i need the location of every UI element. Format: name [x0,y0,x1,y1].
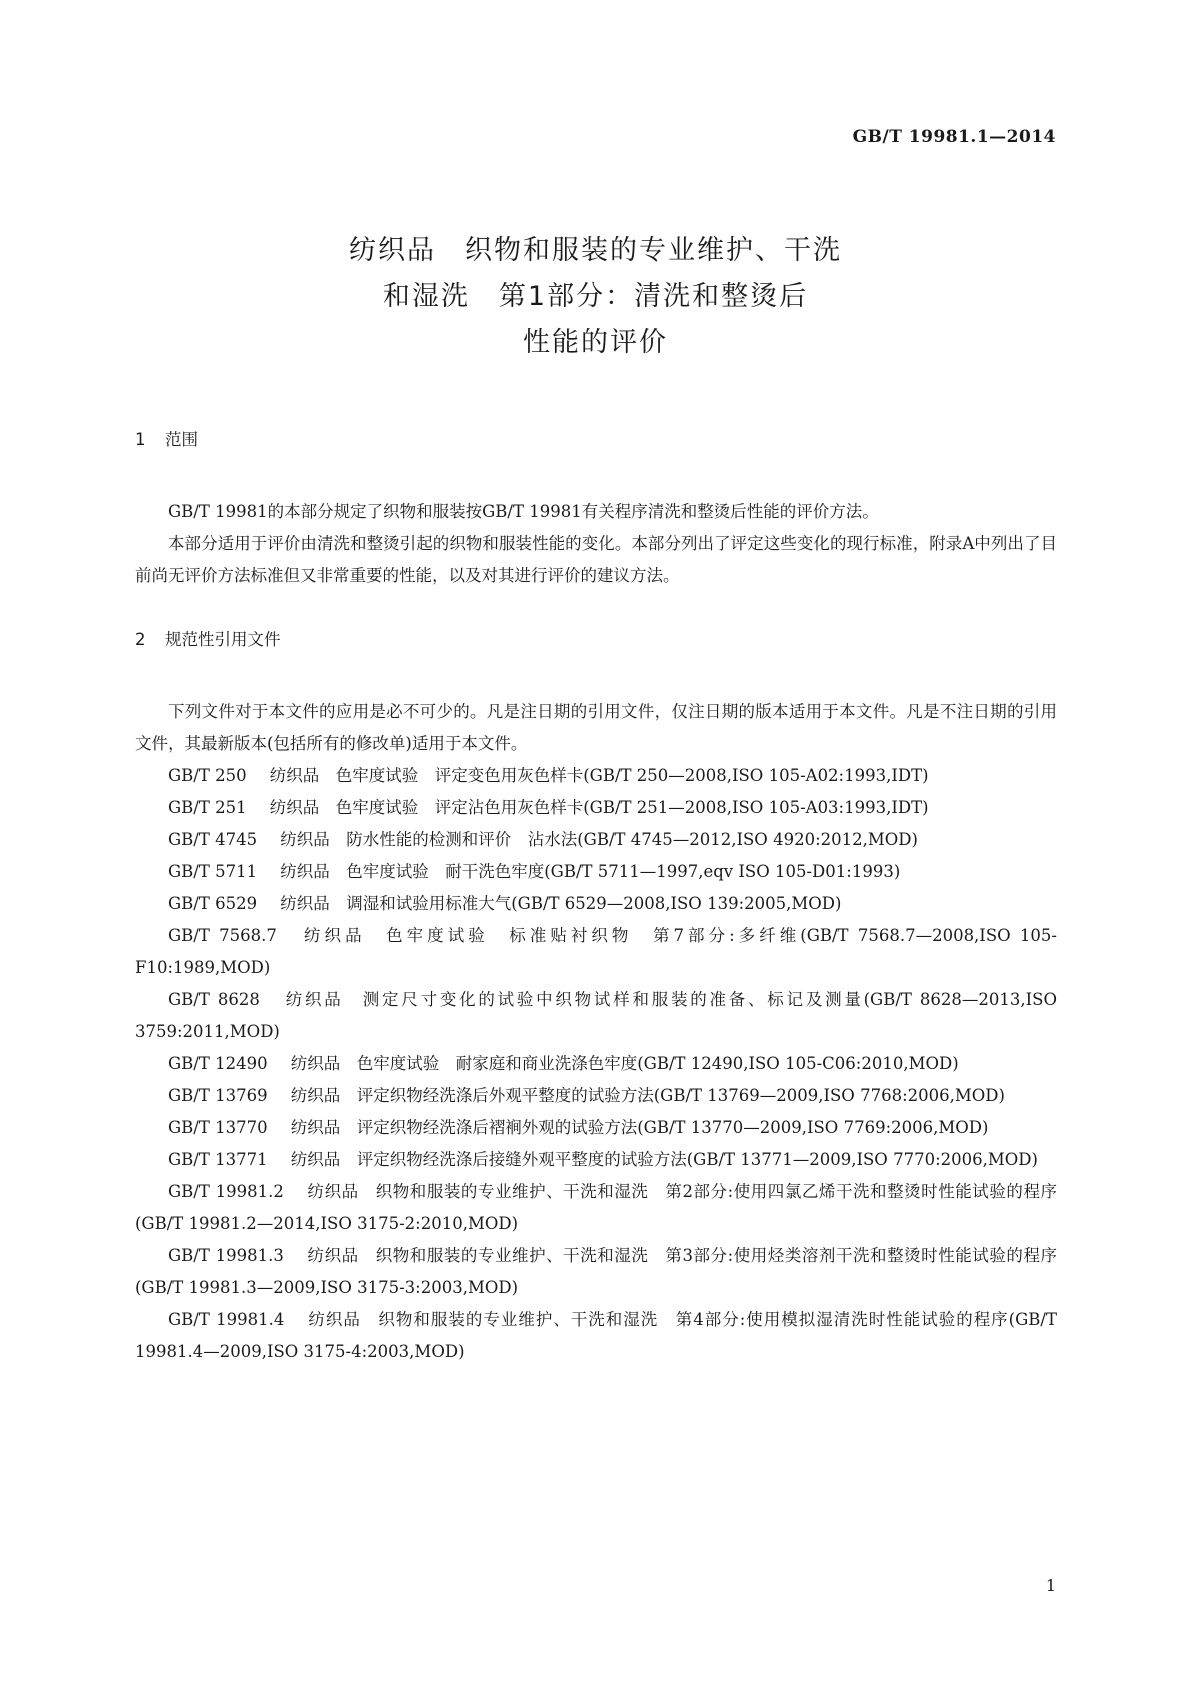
reference-code: GB/T 19981.2 [168,1182,284,1201]
reference-item [135,1240,1057,1304]
reference-text: 纺织品 防水性能的检测和评价 沾水法(GB/T 4745—2012,ISO 4920:2012,MOD) [280,830,918,849]
reference-text: 纺织品 评定织物经洗涤后外观平整度的试验方法(GB/T 13769—2009,ISO 7768:2006,MOD) [290,1086,1005,1105]
reference-code: GB/T 13771 [168,1150,268,1169]
reference-code: GB/T 7568.7 [168,926,277,945]
reference-text: 纺织品 测定尺寸变化的试验中织物试样和服装的准备、标记及测量(GB/T 8628—2013,ISO 3759:2011,MOD) [135,990,1057,1041]
reference-text: 纺织品 色牢度试验 评定变色用灰色样卡(GB/T 250—2008,ISO 105-A02:1993,IDT) [269,766,929,785]
page-number: 1 [1045,1576,1056,1595]
reference-code: GB/T 250 [168,766,247,785]
reference-code: GB/T 13769 [168,1086,268,1105]
reference-text: 纺织品 调湿和试验用标准大气(GB/T 6529—2008,ISO 139:2005,MOD) [280,894,842,913]
reference-item [135,920,1057,984]
reference-text: 纺织品 色牢度试验 耐家庭和商业洗涤色牢度(GB/T 12490,ISO 105-C06:2010,MOD) [290,1054,959,1073]
reference-text: 纺织品 织物和服装的专业维护、干洗和湿洗 第3部分:使用烃类溶剂干洗和整烫时性能试验的程序(GB/T 19981.3—2009,ISO 3175-3:2003,MOD) [135,1246,1057,1297]
scope-paragraph: GB/T 19981的本部分规定了织物和服装按GB/T 19981有关程序清洗和整烫后性能的评价方法。 [168,502,879,521]
reference-code: GB/T 19981.4 [168,1310,285,1329]
document-title [0,228,1191,366]
section-number: 2 [135,630,146,649]
standard-code: GB/T 19981.1—2014 [852,127,1056,147]
title-line: 纺织品 织物和服装的专业维护、干洗 [349,235,842,266]
reference-text: 纺织品 色牢度试验 评定沾色用灰色样卡(GB/T 251—2008,ISO 105-A03:1993,IDT) [269,798,929,817]
reference-text: 纺织品 评定织物经洗涤后褶裥外观的试验方法(GB/T 13770—2009,ISO 7769:2006,MOD) [290,1118,989,1137]
reference-text: 纺织品 织物和服装的专业维护、干洗和湿洗 第4部分:使用模拟湿清洗时性能试验的程序(GB/T 19981.4—2009,ISO 3175-4:2003,MOD) [135,1310,1057,1361]
reference-text: 纺织品 色牢度试验 耐干洗色牢度(GB/T 5711—1997,eqv ISO 105-D01:1993) [280,862,901,881]
reference-item [135,824,1057,856]
reference-item [135,888,1057,920]
reference-item [135,856,1057,888]
reference-text: 纺织品 色牢度试验 标准贴衬织物 第7部分:多纤维(GB/T 7568.7—2008,ISO 105-F10:1989,MOD) [135,926,1057,977]
reference-item [135,1304,1057,1368]
reference-code: GB/T 6529 [168,894,258,913]
section-heading-normative-references [135,624,1057,656]
reference-code: GB/T 8628 [168,990,260,1009]
section-title: 范围 [165,430,198,449]
reference-text: 纺织品 评定织物经洗涤后接缝外观平整度的试验方法(GB/T 13771—2009,ISO 7770:2006,MOD) [290,1150,1038,1169]
reference-item [135,1144,1057,1176]
reference-item [135,1048,1057,1080]
reference-item [135,984,1057,1048]
title-line: 性能的评价 [523,327,668,358]
section-heading-scope [135,424,1057,456]
document-body [135,424,1057,1368]
reference-text: 纺织品 织物和服装的专业维护、干洗和湿洗 第2部分:使用四氯乙烯干洗和整烫时性能试验的程序(GB/T 19981.2—2014,ISO 3175-2:2010,MOD) [135,1182,1057,1233]
reference-item [135,1176,1057,1240]
reference-code: GB/T 4745 [168,830,258,849]
reference-item [135,792,1057,824]
reference-code: GB/T 19981.3 [168,1246,284,1265]
reference-code: GB/T 13770 [168,1118,268,1137]
reference-code: GB/T 12490 [168,1054,268,1073]
scope-paragraph: 本部分适用于评价由清洗和整烫引起的织物和服装性能的变化。本部分列出了评定这些变化的现行标准，附录A中列出了目前尚无评价方法标准但又非常重要的性能，以及对其进行评价的建议方法。 [135,534,1057,585]
section-title: 规范性引用文件 [165,630,281,649]
reference-list [135,760,1057,1368]
reference-code: GB/T 251 [168,798,247,817]
section-number: 1 [135,430,146,449]
reference-item [135,760,1057,792]
title-line: 和湿洗 第1部分：清洗和整烫后 [382,281,809,312]
references-intro: 下列文件对于本文件的应用是必不可少的。凡是注日期的引用文件，仅注日期的版本适用于本文件。凡是不注日期的引用文件，其最新版本(包括所有的修改单)适用于本文件。 [135,702,1057,753]
reference-item [135,1112,1057,1144]
reference-code: GB/T 5711 [168,862,258,881]
reference-item [135,1080,1057,1112]
